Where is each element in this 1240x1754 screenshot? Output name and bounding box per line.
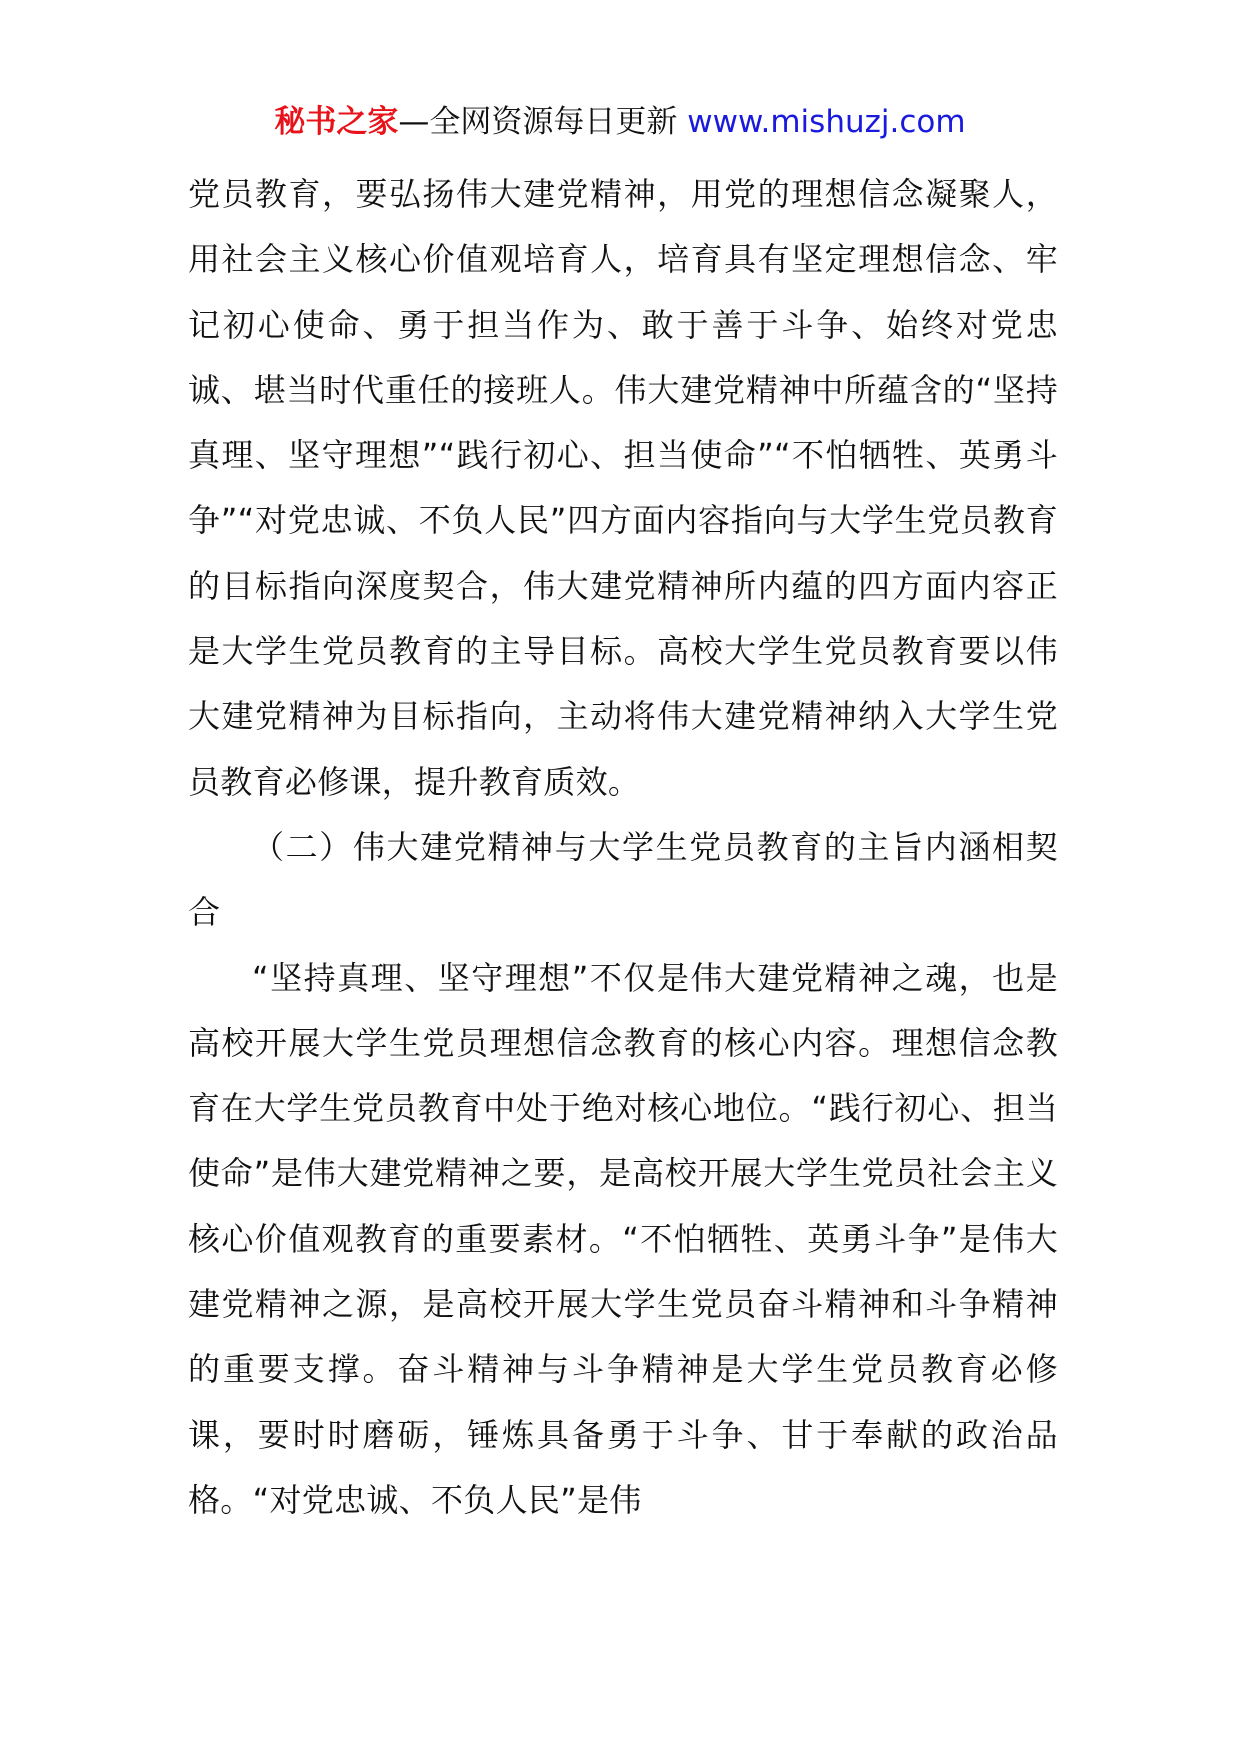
document-body xyxy=(188,162,1058,1533)
section-heading: （二）伟大建党精神与大学生党员教育的主旨内涵相契合 xyxy=(188,827,1058,932)
paragraph: “坚持真理、坚守理想”不仅是伟大建党精神之魂，也是高校开展大学生党员理想信念教育的核心内容。理想信念教育在大学生党员教育中处于绝对核心地位。“践行初心、担当使命”是伟大建党精神之要，是高校开展大学生党员社会主义核心价值观教育的重要素材。“不怕牺牲、英勇斗争”是伟大建党精神之源，是高校开展大学生党员奋斗精神和斗争精神的重要支撑。奋斗精神与斗争精神是大学生党员教育必修课，要时时磨砺，锤炼具备勇于斗争、甘于奉献的政治品格。“对党忠诚、不负人民”是伟 xyxy=(188,958,1058,1519)
header-slogan: —全网资源每日更新 xyxy=(398,104,678,140)
paragraph-continued: 党员教育，要弘扬伟大建党精神，用党的理想信念凝聚人，用社会主义核心价值观培育人，培育具有坚定理想信念、牢记初心使命、勇于担当作为、敢于善于斗争、始终对党忠诚、堪当时代重任的接班人。伟大建党精神中所蕴含的“坚持真理、坚守理想”“践行初心、担当使命”“不怕牺牲、英勇斗争”“对党忠诚、不负人民”四方面内容指向与大学生党员教育的目标指向深度契合，伟大建党精神所内蕴的四方面内容正是大学生党员教育的主导目标。高校大学生党员教育要以伟大建党精神为目标指向，主动将伟大建党精神纳入大学生党员教育必修课，提升教育质效。 xyxy=(188,175,1058,801)
header-brand: 秘书之家 xyxy=(274,104,399,140)
header-url-link[interactable]: www.mishuzj.com xyxy=(687,104,966,140)
page-header xyxy=(0,100,1240,144)
